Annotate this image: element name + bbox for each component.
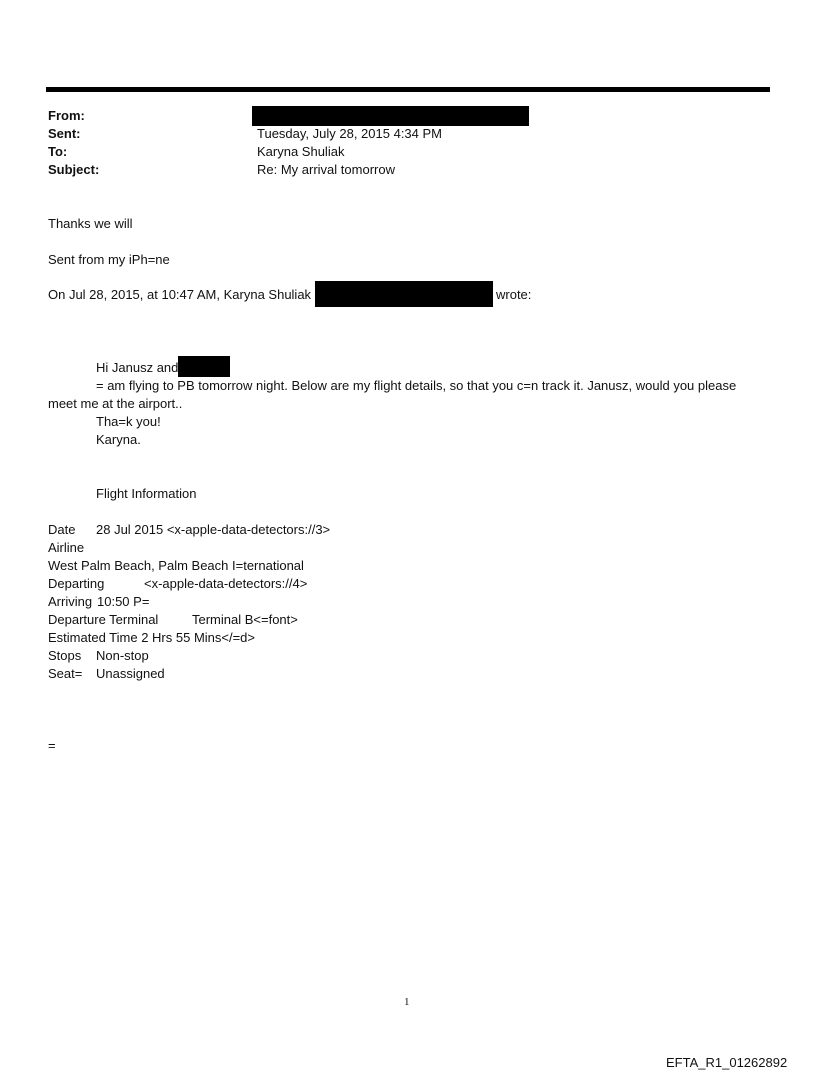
date-label: Date	[48, 522, 76, 537]
departure-terminal-label: Departure Terminal	[48, 612, 159, 627]
bates-number: EFTA_R1_01262892	[666, 1055, 788, 1070]
quote-intro-text: On Jul 28, 2015, at 10:47 AM, Karyna Shuliak	[48, 287, 312, 302]
stops-label: Stops	[48, 648, 82, 663]
airport-line: West Palm Beach, Palm Beach I=ternational	[48, 558, 304, 573]
departure-terminal-value: Terminal B<=font>	[192, 612, 298, 627]
departing-value: <x-apple-data-detectors://4>	[144, 576, 308, 591]
page-number: 1	[404, 996, 410, 1008]
redacted-name	[178, 356, 230, 377]
airline-label: Airline	[48, 540, 85, 555]
to-value: Karyna Shuliak	[257, 144, 345, 159]
quote-intro-wrote: wrote:	[496, 287, 532, 302]
reply-text: Thanks we will	[48, 216, 133, 231]
header-divider	[46, 87, 770, 92]
to-label: To:	[48, 144, 68, 159]
sent-value: Tuesday, July 28, 2015 4:34 PM	[257, 126, 442, 141]
subject-value: Re: My arrival tomorrow	[257, 162, 395, 177]
message-line-2: meet me at the airport..	[48, 396, 183, 411]
sent-label: Sent:	[48, 126, 81, 141]
redacted-from-address	[252, 106, 529, 126]
seat-label: Seat=	[48, 666, 83, 681]
redacted-sender-email	[315, 281, 493, 307]
arriving-value: 10:50 P=	[97, 594, 150, 609]
trailing-character: =	[48, 738, 56, 753]
message-line-1: = am flying to PB tomorrow night. Below are my flight details, so that you c=n track it. Janusz, would you please	[96, 378, 737, 393]
sender-name: Karyna.	[96, 432, 141, 447]
flight-info-heading: Flight Information	[96, 486, 197, 501]
arriving-label: Arriving	[48, 594, 93, 609]
quote-intro	[48, 286, 311, 304]
signature: Sent from my iPh=ne	[48, 252, 170, 267]
greeting: Hi Janusz and	[96, 360, 179, 375]
estimated-time: Estimated Time 2 Hrs 55 Mins</=d>	[48, 630, 256, 645]
subject-label: Subject:	[48, 162, 100, 177]
thanks-line: Tha=k you!	[96, 414, 161, 429]
stops-value: Non-stop	[96, 648, 149, 663]
departing-label: Departing	[48, 576, 105, 591]
seat-value: Unassigned	[96, 666, 165, 681]
date-value: 28 Jul 2015 <x-apple-data-detectors://3>	[96, 522, 331, 537]
from-label: From:	[48, 108, 85, 123]
